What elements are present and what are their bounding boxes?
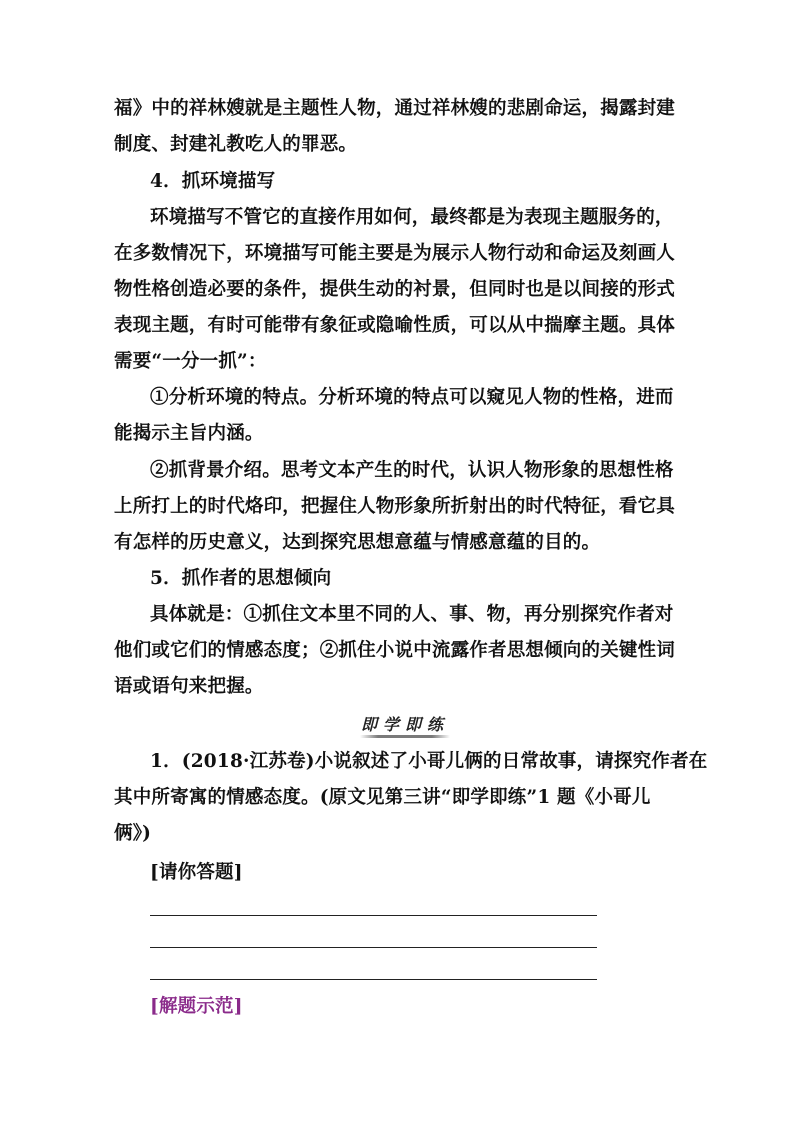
- text-line: 福》中的祥林嫂就是主题性人物，通过祥林嫂的悲剧命运，揭露封建: [114, 98, 676, 119]
- text-line: 在多数情况下，环境描写可能主要是为展示人物行动和命运及刻画人: [114, 243, 676, 264]
- text-line: 表现主题，有时可能带有象征或隐喻性质，可以从中揣摩主题。具体: [114, 315, 676, 336]
- solution-label: [解题示范]: [150, 996, 243, 1017]
- section-underline: [360, 735, 450, 738]
- answer-line[interactable]: [150, 947, 597, 948]
- answer-prompt: [请你答题]: [150, 862, 243, 883]
- text-line: 语或语句来把握。: [114, 676, 264, 697]
- answer-line[interactable]: [150, 979, 597, 980]
- text-line: 上所打上的时代烙印，把握住人物形象所折射出的时代特征，看它具: [114, 496, 676, 517]
- text-line: ②抓背景介绍。思考文本产生的时代，认识人物形象的思想性格: [150, 460, 674, 481]
- text-line: 能揭示主旨内涵。: [114, 423, 264, 444]
- question-line: 其中所寄寓的情感态度。(原文见第三讲“即学即练”1 题《小哥儿: [114, 787, 651, 808]
- text-line: ①分析环境的特点。分析环境的特点可以窥见人物的性格，进而: [150, 387, 674, 408]
- text-line: 有怎样的历史意义，达到探究思想意蕴与情感意蕴的目的。: [114, 532, 601, 553]
- text-line: 他们或它们的情感态度；②抓住小说中流露作者思想倾向的关键性词: [114, 640, 676, 661]
- heading-4: 4．抓环境描写: [150, 171, 276, 192]
- text-line: 制度、封建礼教吃人的罪恶。: [114, 134, 358, 155]
- section-title: 即学即练: [360, 715, 449, 734]
- question-line: 俩》): [114, 823, 152, 844]
- answer-line[interactable]: [150, 915, 597, 916]
- text-line: 具体就是：①抓住文本里不同的人、事、物，再分别探究作者对: [150, 604, 674, 625]
- text-line: 需要“一分一抓”：: [114, 351, 267, 372]
- text-line: 环境描写不管它的直接作用如何，最终都是为表现主题服务的，: [150, 207, 674, 228]
- question-line: 1．(2018·江苏卷)小说叙述了小哥儿俩的日常故事，请探究作者在: [150, 751, 708, 772]
- section-banner: [350, 712, 460, 736]
- heading-5: 5．抓作者的思想倾向: [150, 568, 332, 589]
- text-line: 物性格创造必要的条件，提供生动的衬景，但同时也是以间接的形式: [114, 279, 676, 300]
